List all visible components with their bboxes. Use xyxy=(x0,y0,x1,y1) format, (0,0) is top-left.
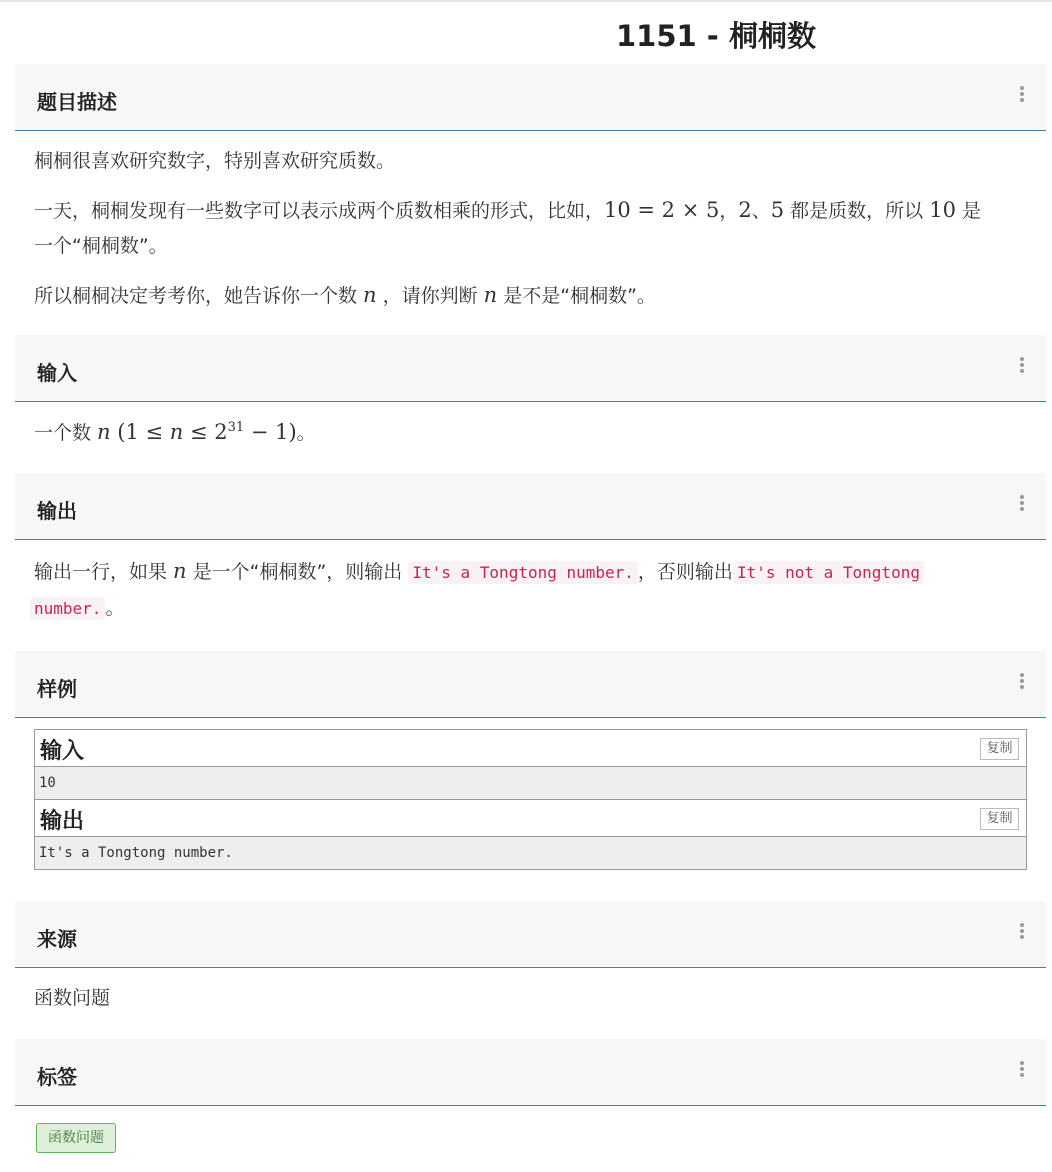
input-heading: 输入 xyxy=(37,361,77,385)
math-exponent: 31 xyxy=(227,420,245,435)
math-variable: n xyxy=(173,559,187,583)
text-span: 一个数 xyxy=(34,422,98,444)
math-expression: (1 ≤ xyxy=(110,420,170,444)
page-title: 1151 - 桐桐数 xyxy=(616,19,816,53)
source-panel-header xyxy=(15,901,1046,968)
text-span: 所以桐桐决定考考你，她告诉你一个数 xyxy=(34,285,364,307)
text-span: 、 xyxy=(751,200,771,222)
description-paragraph-2-line-2: 一个“桐桐数”。 xyxy=(34,235,168,257)
text-span: ， xyxy=(719,200,739,222)
more-vert-icon[interactable] xyxy=(1020,923,1026,939)
sample-input-title-row xyxy=(35,730,1026,767)
math-expression: 10 xyxy=(929,198,956,222)
math-expression: 5 xyxy=(770,198,785,222)
text-span: 。 xyxy=(105,597,125,619)
math-variable: n xyxy=(483,283,498,307)
text-span: 是一个“桐桐数”，则输出 xyxy=(186,561,409,583)
description-paragraph-3 xyxy=(34,280,656,312)
text-span: 是 xyxy=(955,200,982,222)
sample-heading: 样例 xyxy=(37,677,77,701)
input-panel-header xyxy=(15,335,1046,402)
math-expression: 2 xyxy=(738,198,752,222)
top-border xyxy=(0,0,1052,2)
description-heading: 题目描述 xyxy=(37,90,117,114)
tags-heading: 标签 xyxy=(37,1065,77,1089)
more-vert-icon[interactable] xyxy=(1020,495,1026,511)
math-variable: n xyxy=(97,420,111,444)
sample-output-value: It's a Tongtong number. xyxy=(35,837,1026,869)
text-span: 都是质数，所以 xyxy=(784,200,930,222)
output-description-line-2 xyxy=(34,594,124,623)
description-panel-header xyxy=(15,64,1046,131)
sample-input-box xyxy=(34,729,1027,800)
output-description xyxy=(34,556,924,588)
sample-output-box xyxy=(34,799,1027,870)
sample-output-title: 输出 xyxy=(40,809,85,834)
copy-output-button[interactable]: 复制 xyxy=(980,808,1019,830)
copy-input-button[interactable]: 复制 xyxy=(980,738,1019,760)
sample-input-title: 输入 xyxy=(40,739,85,764)
output-heading: 输出 xyxy=(37,499,77,523)
sample-panel-header xyxy=(15,651,1046,718)
tags-panel-header xyxy=(15,1039,1046,1106)
text-span: 是不是“桐桐数”。 xyxy=(497,285,656,307)
more-vert-icon[interactable] xyxy=(1020,673,1026,689)
sample-output-title-row xyxy=(35,800,1026,837)
text-span: 。 xyxy=(296,422,316,444)
math-variable: n xyxy=(363,283,377,307)
code-snippet: It's not a Tongtong xyxy=(733,561,924,584)
math-expression: − 1) xyxy=(244,420,297,444)
text-span: ，请你判断 xyxy=(376,285,484,307)
output-panel-header xyxy=(15,473,1046,540)
description-paragraph-2 xyxy=(34,195,981,227)
math-expression: 10 = 2 × 5 xyxy=(604,198,720,222)
text-span: 一天，桐桐发现有一些数字可以表示成两个质数相乘的形式，比如， xyxy=(34,200,605,222)
text-span: 输出一行，如果 xyxy=(34,561,174,583)
tag-badge[interactable]: 函数问题 xyxy=(36,1123,116,1153)
sample-input-value: 10 xyxy=(35,767,1026,799)
math-variable: n xyxy=(169,420,184,444)
more-vert-icon[interactable] xyxy=(1020,1061,1026,1077)
source-text: 函数问题 xyxy=(34,987,111,1009)
math-expression: ≤ 2 xyxy=(183,420,228,444)
code-snippet: number. xyxy=(30,597,105,620)
more-vert-icon[interactable] xyxy=(1020,86,1026,102)
code-snippet: It's a Tongtong number. xyxy=(408,561,638,584)
input-description xyxy=(34,417,316,449)
more-vert-icon[interactable] xyxy=(1020,357,1026,373)
text-span: ，否则输出 xyxy=(637,561,733,583)
source-heading: 来源 xyxy=(37,927,77,951)
page-title-wrap xyxy=(0,14,1052,58)
description-paragraph-1: 桐桐很喜欢研究数字，特别喜欢研究质数。 xyxy=(34,150,396,172)
